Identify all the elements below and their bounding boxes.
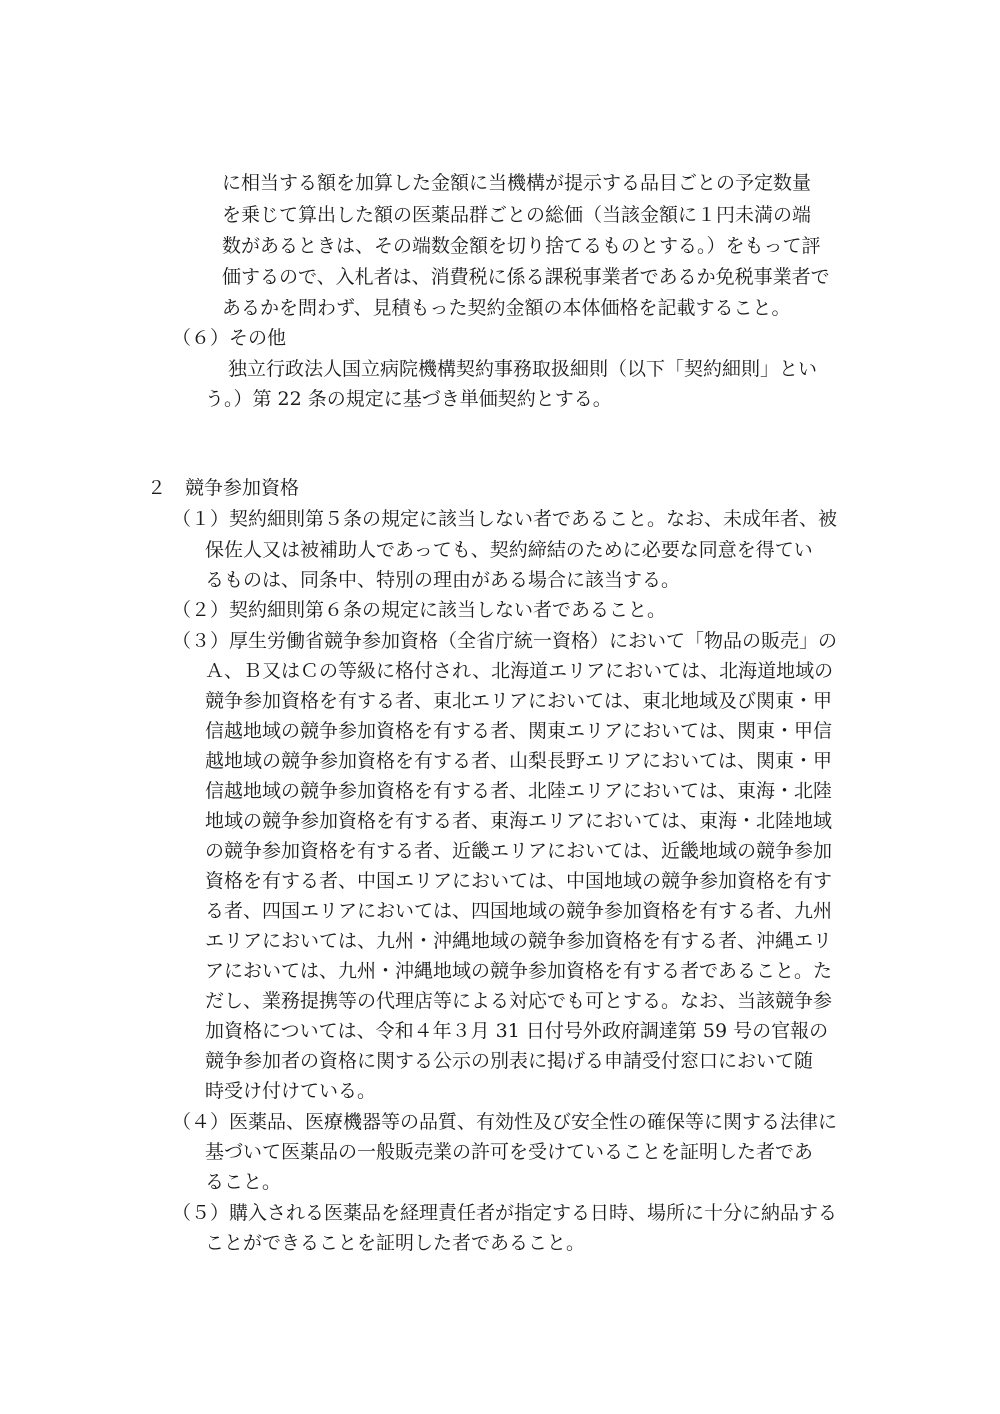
list-item-line: （５）購入される医薬品を経理責任者が指定する日時、場所に十分に納品する — [172, 1202, 838, 1224]
list-item-line: 競争参加者の資格に関する公示の別表に掲げる申請受付窓口において随 — [205, 1050, 814, 1072]
list-item-line: ことができることを証明した者であること。 — [205, 1232, 586, 1254]
list-item-line: （４）医薬品、医療機器等の品質、有効性及び安全性の確保等に関する法律に — [172, 1111, 838, 1133]
list-item-line: エリアにおいては、九州・沖縄地域の競争参加資格を有する者、沖縄エリ — [205, 930, 833, 952]
list-item-line: 保佐人又は被補助人であっても、契約締結のために必要な同意を得てい — [205, 539, 813, 561]
list-item-line: 加資格については、令和４年３月 31 日付号外政府調達第 59 号の官報の — [205, 1020, 829, 1042]
section-2-heading: ２ 競争参加資格 — [147, 477, 300, 499]
list-item-line: （３）厚生労働省競争参加資格（全省庁統一資格）において「物品の販売」の — [172, 630, 838, 652]
list-item-line: アにおいては、九州・沖縄地域の競争参加資格を有する者であること。た — [205, 960, 833, 982]
list-item-line: 基づいて医薬品の一般販売業の許可を受けていることを証明した者であ — [205, 1141, 814, 1163]
body-text-line: あるかを問わず、見積もった契約金額の本体価格を記載すること。 — [222, 297, 791, 319]
list-item-line: Ａ、Ｂ又はＣの等級に格付され、北海道エリアにおいては、北海道地域の — [205, 660, 834, 682]
list-item-line: 信越地域の競争参加資格を有する者、北陸エリアにおいては、東海・北陸 — [205, 780, 833, 802]
list-item-line: 越地域の競争参加資格を有する者、山梨長野エリアにおいては、関東・甲 — [205, 750, 833, 772]
list-item-line: （１）契約細則第５条の規定に該当しない者であること。なお、未成年者、被 — [172, 508, 838, 530]
list-item-line: 地域の競争参加資格を有する者、東海エリアにおいては、東海・北陸地域 — [205, 810, 833, 832]
list-item-line: だし、業務提携等の代理店等による対応でも可とする。なお、当該競争参 — [205, 990, 833, 1012]
body-text-line: う。）第 22 条の規定に基づき単価契約とする。 — [205, 388, 612, 410]
list-item-line: る者、四国エリアにおいては、四国地域の競争参加資格を有する者、九州 — [205, 900, 833, 922]
list-item-line: 資格を有する者、中国エリアにおいては、中国地域の競争参加資格を有す — [205, 870, 833, 892]
list-item-line: 競争参加資格を有する者、東北エリアにおいては、東北地域及び関東・甲 — [205, 690, 833, 712]
item-6-heading: （６）その他 — [172, 327, 287, 349]
list-item-line: （２）契約細則第６条の規定に該当しない者であること。 — [172, 599, 667, 621]
list-item-line: の競争参加資格を有する者、近畿エリアにおいては、近畿地域の競争参加 — [205, 840, 833, 862]
list-item-line: るものは、同条中、特別の理由がある場合に該当する。 — [205, 569, 681, 591]
list-item-line: ること。 — [205, 1171, 282, 1193]
list-item-line: 時受け付けている。 — [205, 1080, 377, 1102]
list-item-line: 信越地域の競争参加資格を有する者、関東エリアにおいては、関東・甲信 — [205, 720, 833, 742]
body-text-line: 独立行政法人国立病院機構契約事務取扱細則（以下「契約細則」とい — [228, 358, 818, 380]
body-text-line: 価するので、入札者は、消費税に係る課税事業者であるか免税事業者で — [222, 266, 830, 288]
body-text-line: に相当する額を加算した金額に当機構が提示する品目ごとの予定数量 — [222, 172, 812, 194]
body-text-line: を乗じて算出した額の医薬品群ごとの総価（当該金額に１円未満の端 — [222, 204, 812, 226]
body-text-line: 数があるときは、その端数金額を切り捨てるものとする。）をもって評 — [222, 235, 821, 257]
